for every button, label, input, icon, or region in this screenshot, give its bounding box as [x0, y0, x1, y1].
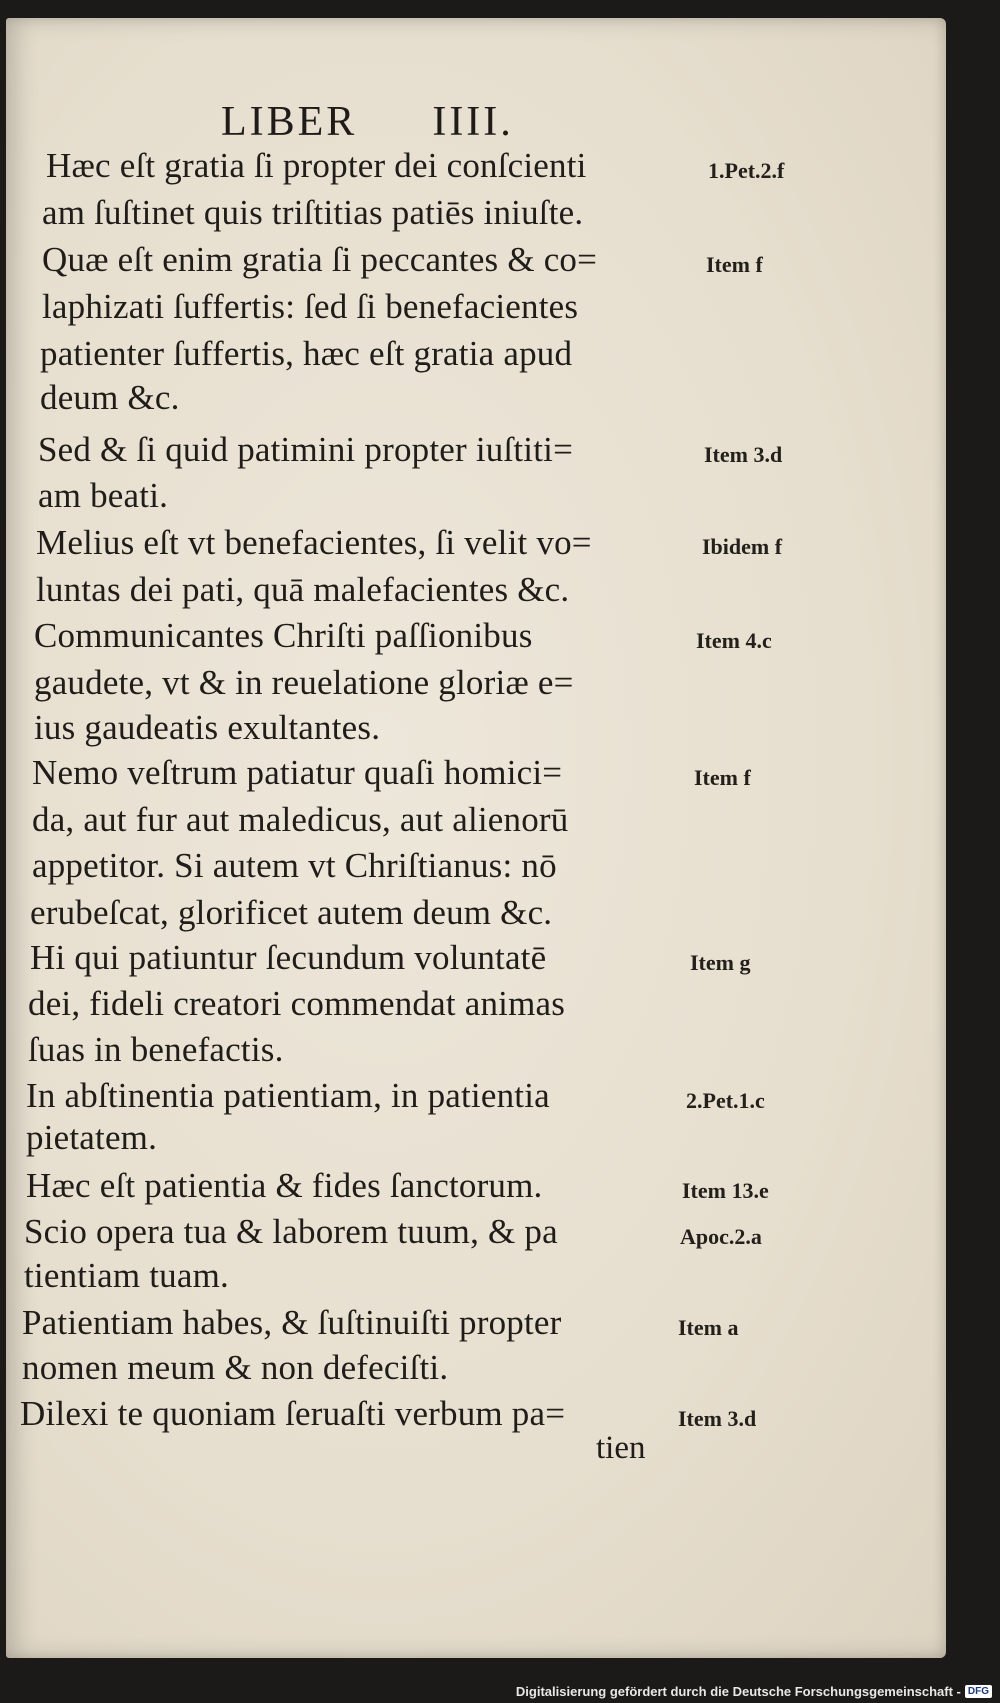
text-line: Hæc eſt gratia ſi propter dei conſcienti — [46, 146, 587, 185]
header-liber: LIBER — [221, 99, 358, 145]
text-line: In abſtinentia patientiam, in patientia — [26, 1076, 550, 1115]
text-line: gaudete, vt & in reuelatione gloriæ e= — [34, 663, 574, 702]
margin-reference: Item 13.e — [682, 1178, 769, 1203]
margin-reference: 1.Pet.2.f — [708, 158, 785, 183]
text-line: Dilexi te quoniam ſeruaſti verbum pa= — [20, 1394, 566, 1433]
text-line: nomen meum & non defeciſti. — [22, 1348, 449, 1387]
text-line: laphizati ſuffertis: ſed ſi benefacientes — [42, 287, 579, 326]
margin-reference: Item 3.d — [678, 1406, 757, 1431]
text-line: dei, fideli creatori commendat animas — [28, 984, 566, 1023]
text-line: pietatem. — [26, 1118, 158, 1157]
text-line: appetitor. Si autem vt Chriſtianus: nō — [32, 846, 557, 885]
dfg-logo: DFG — [965, 1685, 992, 1698]
header-book-number: IIII. — [432, 99, 514, 145]
text-line: da, aut fur aut maledicus, aut alienorū — [32, 800, 569, 839]
text-line: patienter ſuffertis, hæc eſt gratia apud — [40, 334, 573, 373]
text-line: ius gaudeatis exultantes. — [34, 708, 381, 747]
book-page — [6, 18, 946, 1658]
margin-reference: Item 3.d — [704, 442, 783, 467]
margin-reference: Ibidem f — [702, 534, 783, 559]
text-line: am beati. — [38, 476, 169, 515]
text-line: am ſuſtinet quis triſtitias patiēs iniuſte. — [42, 193, 584, 232]
text-line: Patientiam habes, & ſuſtinuiſti propter — [22, 1303, 562, 1342]
text-line: erubeſcat, glorificet autem deum &c. — [30, 893, 553, 932]
text-line: Melius eſt vt benefacientes, ſi velit vo= — [36, 523, 592, 562]
text-line: Sed & ſi quid patimini propter iuſtiti= — [38, 430, 574, 469]
margin-reference: Item f — [706, 252, 763, 277]
margin-reference: 2.Pet.1.c — [686, 1088, 765, 1113]
margin-reference: Item f — [694, 765, 751, 790]
margin-reference: Item g — [690, 950, 751, 975]
text-line: Nemo veſtrum patiatur quaſi homici= — [32, 753, 563, 792]
digitization-credit — [516, 1684, 992, 1699]
margin-reference: Item 4.c — [696, 628, 772, 653]
text-line: ſuas in benefactis. — [28, 1030, 284, 1069]
text-line: Quæ eſt enim gratia ſi peccantes & co= — [42, 240, 598, 279]
margin-reference: Item a — [678, 1315, 739, 1340]
running-header — [221, 98, 589, 146]
text-line: Hæc eſt patientia & fides ſanctorum. — [26, 1166, 543, 1205]
text-line: tientiam tuam. — [24, 1256, 229, 1295]
text-line: Scio opera tua & laborem tuum, & pa — [24, 1212, 558, 1251]
text-line: luntas dei pati, quā malefacientes &c. — [36, 570, 570, 609]
text-line: deum &c. — [40, 378, 180, 417]
text-line: Communicantes Chriſti paſſionibus — [34, 616, 533, 655]
text-line: Hi qui patiuntur ſecundum voluntatē — [30, 938, 547, 977]
footer-text: Digitalisierung gefördert durch die Deutsche Forschungsgemeinschaft - — [515, 1684, 961, 1699]
catchword: tien — [596, 1430, 646, 1466]
margin-reference: Apoc.2.a — [680, 1224, 762, 1249]
